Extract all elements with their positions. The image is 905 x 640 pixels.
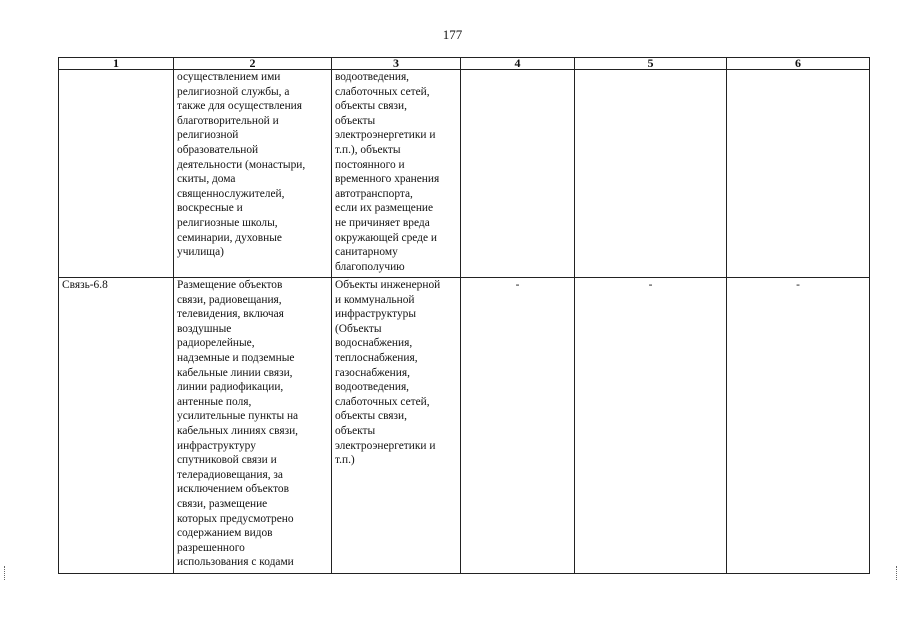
row2-col5-cell: -	[575, 278, 727, 574]
table-row	[59, 70, 870, 278]
right-scan-mark	[896, 566, 899, 580]
row2-description-cell: Размещение объектов связи, радиовещания, телевидения, включая воздушные радиорелейные, надземные и подземные кабельные линии связи, линии радиофикации, антенные поля, усилительные пункты на кабельных линиях связи, инфраструктуру спутниковой связи и телерадиовещания, за исключением объектов связи, размещение которых предусмотрено содержанием видов разрешенного использования с кодами	[174, 278, 332, 574]
row2-permitted-objects-cell: Объекты инженерной и коммунальной инфраструктуры (Объекты водоснабжения, теплоснабжения, газоснабжения, водоотведения, слаботочных сетей, объекты связи, объекты электроэнергетики и т.п.)	[332, 278, 461, 574]
row1-code-cell	[59, 70, 174, 278]
column-header-2: 2	[174, 58, 332, 70]
page-number: 177	[442, 27, 463, 42]
column-header-6: 6	[727, 58, 870, 70]
column-header-4: 4	[461, 58, 575, 70]
row2-col6-cell: -	[727, 278, 870, 574]
table-header-row	[59, 58, 870, 70]
column-header-1: 1	[59, 58, 174, 70]
row2-code-cell: Связь-6.8	[59, 278, 174, 574]
table-row	[59, 278, 870, 574]
left-scan-mark	[4, 566, 7, 580]
row1-col5-cell	[575, 70, 727, 278]
row2-col4-cell: -	[461, 278, 575, 574]
row1-col6-cell	[727, 70, 870, 278]
land-use-table	[58, 57, 870, 574]
column-header-3: 3	[332, 58, 461, 70]
row1-permitted-objects-cell: водоотведения, слаботочных сетей, объекты связи, объекты электроэнергетики и т.п.), объекты постоянного и временного хранения автотранспорта, если их размещение не причиняет вреда окружающей среде и санитарному благополучию	[332, 70, 461, 278]
column-header-5: 5	[575, 58, 727, 70]
row1-col4-cell	[461, 70, 575, 278]
row1-description-cell: осуществлением ими религиозной службы, а также для осуществления благотворительной и религиозной образовательной деятельности (монастыри, скиты, дома священнослужителей, воскресные и религиозные школы, семинарии, духовные училища)	[174, 70, 332, 278]
